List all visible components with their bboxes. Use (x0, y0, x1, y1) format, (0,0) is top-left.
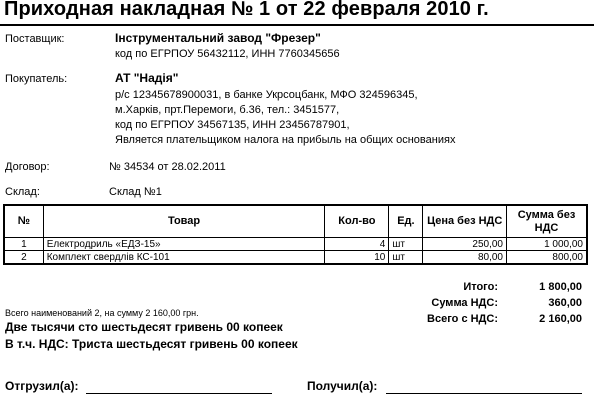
supplier-codes: код по ЕГРПОУ 56432112, ИНН 7760345656 (115, 48, 340, 60)
supplier-label: Поставщик: (5, 33, 65, 45)
row-num: 1 (4, 238, 43, 251)
contract-value: № 34534 от 28.02.2011 (109, 161, 226, 173)
row-price: 250,00 (423, 238, 507, 251)
row-item: Електродриль «ЕДЗ-15» (43, 238, 325, 251)
table-header-row (4, 205, 587, 238)
row-sum: 1 000,00 (506, 238, 587, 251)
header-num: № (4, 205, 43, 238)
vat-value: 360,00 (548, 297, 582, 309)
amount-in-words: Две тысячи сто шестьдесят гривень 00 копеек (5, 320, 283, 334)
buyer-tax-status: Является плательщиком налога на прибыль на общих основаниях (115, 134, 456, 146)
row-qty: 4 (325, 238, 389, 251)
grand-total-label: Всего с НДС: (427, 313, 498, 325)
goods-table (3, 204, 588, 265)
total-label: Итого: (463, 281, 498, 293)
table-row (4, 251, 587, 265)
warehouse-value: Склад №1 (109, 186, 162, 198)
received-by-label: Получил(а): (307, 379, 378, 393)
table-row (4, 238, 587, 251)
supplier-name: Інструментальний завод "Фрезер" (115, 31, 321, 45)
row-item: Комплект свердлів КС-101 (43, 251, 325, 265)
buyer-label: Покупатель: (5, 73, 68, 85)
buyer-address: м.Харків, прт.Перемоги, б.36, тел.: 3451577, (115, 104, 340, 116)
row-qty: 10 (325, 251, 389, 265)
header-unit: Ед. (389, 205, 423, 238)
buyer-name: АТ "Надія" (115, 71, 179, 85)
header-item: Товар (43, 205, 325, 238)
row-unit: шт (389, 251, 423, 265)
items-count-summary: Всего наименований 2, на сумму 2 160,00 грн. (5, 308, 199, 318)
document-title: Приходная накладная № 1 от 22 февраля 2010 г. (4, 0, 489, 20)
buyer-bank-details: р/с 12345678900031, в банке Укрсоцбанк, МФО 324596345, (115, 89, 418, 101)
vat-label: Сумма НДС: (431, 297, 498, 309)
row-sum: 800,00 (506, 251, 587, 265)
row-unit: шт (389, 238, 423, 251)
title-divider (0, 24, 594, 26)
header-qty: Кол-во (325, 205, 389, 238)
contract-label: Договор: (5, 161, 50, 173)
received-by-signature-line (386, 393, 582, 394)
buyer-codes: код по ЕГРПОУ 34567135, ИНН 23456787901, (115, 119, 350, 131)
grand-total-value: 2 160,00 (539, 313, 582, 325)
row-price: 80,00 (423, 251, 507, 265)
header-price: Цена без НДС (423, 205, 507, 238)
row-num: 2 (4, 251, 43, 265)
warehouse-label: Склад: (5, 186, 40, 198)
vat-in-words: В т.ч. НДС: Триста шестьдесят гривень 00 копеек (5, 337, 298, 351)
shipped-by-signature-line (86, 393, 272, 394)
total-value: 1 800,00 (539, 281, 582, 293)
shipped-by-label: Отгрузил(а): (5, 379, 79, 393)
header-sum: Сумма без НДС (506, 205, 587, 238)
